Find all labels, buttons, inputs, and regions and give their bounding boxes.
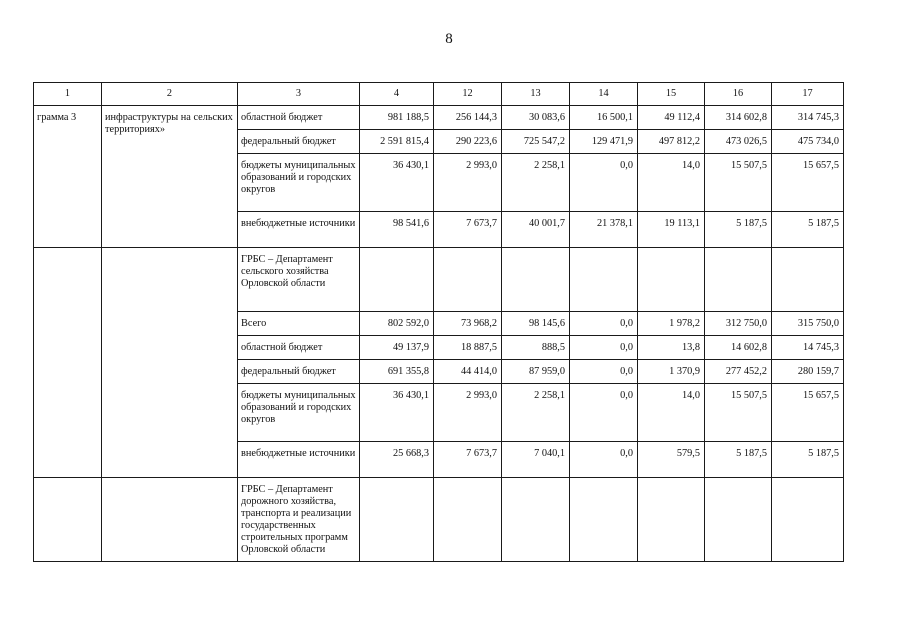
value-cell: 314 602,8 <box>705 106 772 130</box>
funding-source-label: федеральный бюджет <box>238 130 360 154</box>
column-header: 13 <box>502 83 570 106</box>
column-header: 12 <box>434 83 502 106</box>
funding-source-label: бюджеты муниципальных образований и городских округов <box>238 154 360 212</box>
value-cell: 256 144,3 <box>434 106 502 130</box>
column-header: 1 <box>34 83 102 106</box>
value-cell: 0,0 <box>570 154 638 212</box>
value-cell: 290 223,6 <box>434 130 502 154</box>
value-cell: 0,0 <box>570 360 638 384</box>
value-cell <box>434 248 502 312</box>
value-cell: 5 187,5 <box>705 212 772 248</box>
value-cell <box>360 248 434 312</box>
value-cell: 7 673,7 <box>434 442 502 478</box>
column-header: 14 <box>570 83 638 106</box>
value-cell <box>772 478 844 562</box>
value-cell: 2 993,0 <box>434 384 502 442</box>
value-cell: 36 430,1 <box>360 384 434 442</box>
grbs-label: ГРБС – Департамент дорожного хозяйства, транспорта и реализации государственных строительных программ Орловской области <box>238 478 360 562</box>
value-cell: 14,0 <box>638 154 705 212</box>
value-cell: 888,5 <box>502 336 570 360</box>
value-cell: 15 657,5 <box>772 154 844 212</box>
value-cell: 40 001,7 <box>502 212 570 248</box>
value-cell: 802 592,0 <box>360 312 434 336</box>
value-cell: 7 040,1 <box>502 442 570 478</box>
value-cell <box>705 248 772 312</box>
funding-source-label: областной бюджет <box>238 106 360 130</box>
program-name-cell: инфраструктуры на сельских территориях» <box>102 106 238 248</box>
value-cell <box>638 478 705 562</box>
value-cell <box>772 248 844 312</box>
value-cell: 14,0 <box>638 384 705 442</box>
funding-source-label: федеральный бюджет <box>238 360 360 384</box>
value-cell <box>502 478 570 562</box>
value-cell <box>638 248 705 312</box>
value-cell: 2 258,1 <box>502 384 570 442</box>
column-header: 2 <box>102 83 238 106</box>
program-name-cell <box>102 478 238 562</box>
value-cell: 280 159,7 <box>772 360 844 384</box>
value-cell: 36 430,1 <box>360 154 434 212</box>
value-cell: 0,0 <box>570 384 638 442</box>
value-cell: 2 258,1 <box>502 154 570 212</box>
column-header: 17 <box>772 83 844 106</box>
table-row <box>34 478 844 562</box>
budget-table <box>33 82 844 562</box>
column-header: 15 <box>638 83 705 106</box>
value-cell: 579,5 <box>638 442 705 478</box>
column-header: 4 <box>360 83 434 106</box>
value-cell: 0,0 <box>570 312 638 336</box>
value-cell: 277 452,2 <box>705 360 772 384</box>
value-cell: 21 378,1 <box>570 212 638 248</box>
value-cell <box>360 478 434 562</box>
value-cell: 73 968,2 <box>434 312 502 336</box>
value-cell: 15 507,5 <box>705 384 772 442</box>
value-cell: 129 471,9 <box>570 130 638 154</box>
program-code-cell: грамма 3 <box>34 106 102 248</box>
value-cell: 87 959,0 <box>502 360 570 384</box>
value-cell: 49 112,4 <box>638 106 705 130</box>
value-cell: 7 673,7 <box>434 212 502 248</box>
column-header: 3 <box>238 83 360 106</box>
value-cell: 14 745,3 <box>772 336 844 360</box>
funding-source-label: Всего <box>238 312 360 336</box>
value-cell: 44 414,0 <box>434 360 502 384</box>
value-cell <box>570 478 638 562</box>
column-number-row <box>34 83 844 106</box>
value-cell <box>570 248 638 312</box>
value-cell <box>434 478 502 562</box>
value-cell: 314 745,3 <box>772 106 844 130</box>
value-cell: 725 547,2 <box>502 130 570 154</box>
value-cell: 18 887,5 <box>434 336 502 360</box>
table-row <box>34 106 844 130</box>
value-cell: 5 187,5 <box>772 212 844 248</box>
table-row <box>34 248 844 312</box>
page-number: 8 <box>445 31 453 47</box>
value-cell: 1 370,9 <box>638 360 705 384</box>
value-cell: 497 812,2 <box>638 130 705 154</box>
value-cell: 5 187,5 <box>705 442 772 478</box>
grbs-label: ГРБС – Департамент сельского хозяйства Орловской области <box>238 248 360 312</box>
program-code-cell <box>34 248 102 478</box>
value-cell: 475 734,0 <box>772 130 844 154</box>
funding-source-label: внебюджетные источники <box>238 442 360 478</box>
value-cell: 315 750,0 <box>772 312 844 336</box>
value-cell: 14 602,8 <box>705 336 772 360</box>
value-cell: 25 668,3 <box>360 442 434 478</box>
funding-source-label: внебюджетные источники <box>238 212 360 248</box>
funding-source-label: областной бюджет <box>238 336 360 360</box>
funding-source-label: бюджеты муниципальных образований и городских округов <box>238 384 360 442</box>
value-cell: 2 993,0 <box>434 154 502 212</box>
value-cell: 5 187,5 <box>772 442 844 478</box>
program-code-cell <box>34 478 102 562</box>
value-cell: 1 978,2 <box>638 312 705 336</box>
value-cell: 49 137,9 <box>360 336 434 360</box>
value-cell: 13,8 <box>638 336 705 360</box>
value-cell: 98 541,6 <box>360 212 434 248</box>
value-cell: 0,0 <box>570 336 638 360</box>
value-cell <box>705 478 772 562</box>
value-cell: 15 507,5 <box>705 154 772 212</box>
program-name-cell <box>102 248 238 478</box>
value-cell: 2 591 815,4 <box>360 130 434 154</box>
value-cell: 981 188,5 <box>360 106 434 130</box>
value-cell: 473 026,5 <box>705 130 772 154</box>
value-cell: 312 750,0 <box>705 312 772 336</box>
column-header: 16 <box>705 83 772 106</box>
value-cell: 30 083,6 <box>502 106 570 130</box>
value-cell: 16 500,1 <box>570 106 638 130</box>
value-cell: 19 113,1 <box>638 212 705 248</box>
value-cell <box>502 248 570 312</box>
value-cell: 98 145,6 <box>502 312 570 336</box>
value-cell: 15 657,5 <box>772 384 844 442</box>
value-cell: 691 355,8 <box>360 360 434 384</box>
value-cell: 0,0 <box>570 442 638 478</box>
